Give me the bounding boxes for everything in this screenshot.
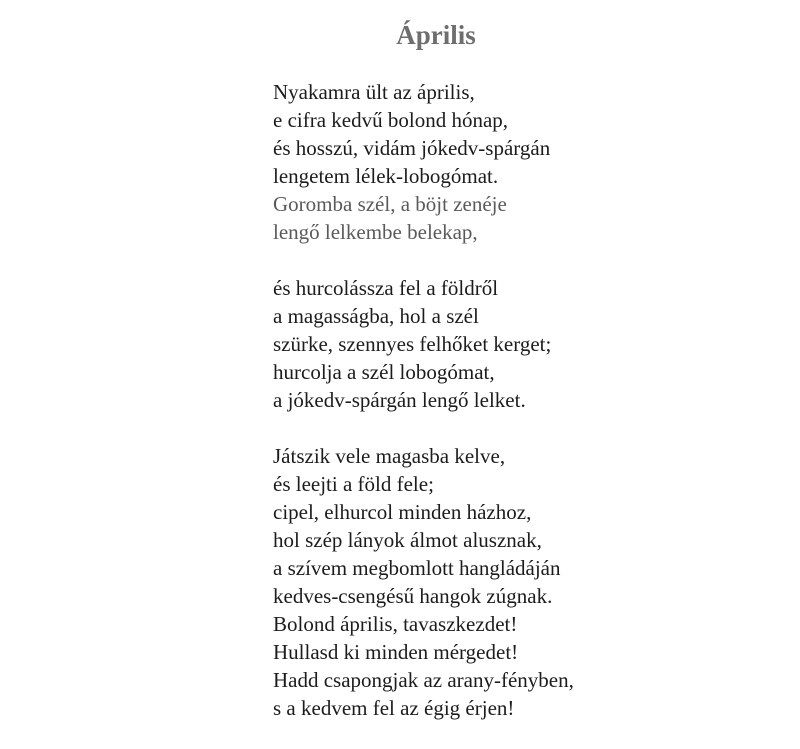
poem-line: és hosszú, vidám jókedv-spárgán	[273, 136, 551, 160]
poem-line: hol szép lányok álmot alusznak,	[273, 528, 542, 552]
poem-line: a magasságba, hol a szél	[273, 304, 479, 328]
poem-title: Április	[396, 20, 476, 50]
poem-line: a jókedv-spárgán lengő lelket.	[273, 388, 526, 412]
poem-line: és hurcolássza fel a földről	[273, 276, 499, 300]
poem-line: és leejti a föld fele;	[273, 472, 434, 496]
poem-body	[273, 78, 574, 722]
poem-line: kedves-csengésű hangok zúgnak.	[273, 584, 553, 608]
stanza	[273, 78, 574, 246]
poem-line: Goromba szél, a böjt zenéje	[273, 192, 507, 216]
poem-line: a szívem megbomlott hangládáján	[273, 556, 561, 580]
poem-line: hurcolja a szél lobogómat,	[273, 360, 495, 384]
poem-line: s a kedvem fel az égig érjen!	[273, 696, 515, 720]
poem-line: cipel, elhurcol minden házhoz,	[273, 500, 532, 524]
poem-line: Játszik vele magasba kelve,	[273, 444, 506, 468]
stanza	[273, 274, 574, 414]
poem-line: e cifra kedvű bolond hónap,	[273, 108, 509, 132]
poem-line: lengő lelkembe belekap,	[273, 220, 478, 244]
poem-line: lengetem lélek-lobogómat.	[273, 164, 499, 188]
poem-line: Nyakamra ült az április,	[273, 80, 475, 104]
stanza	[273, 442, 574, 722]
poem-line: szürke, szennyes felhőket kerget;	[273, 332, 552, 356]
poem-line: Hadd csapongjak az arany-fényben,	[273, 668, 574, 692]
poem-line: Bolond április, tavaszkezdet!	[273, 612, 518, 636]
poem-line: Hullasd ki minden mérgedet!	[273, 640, 519, 664]
